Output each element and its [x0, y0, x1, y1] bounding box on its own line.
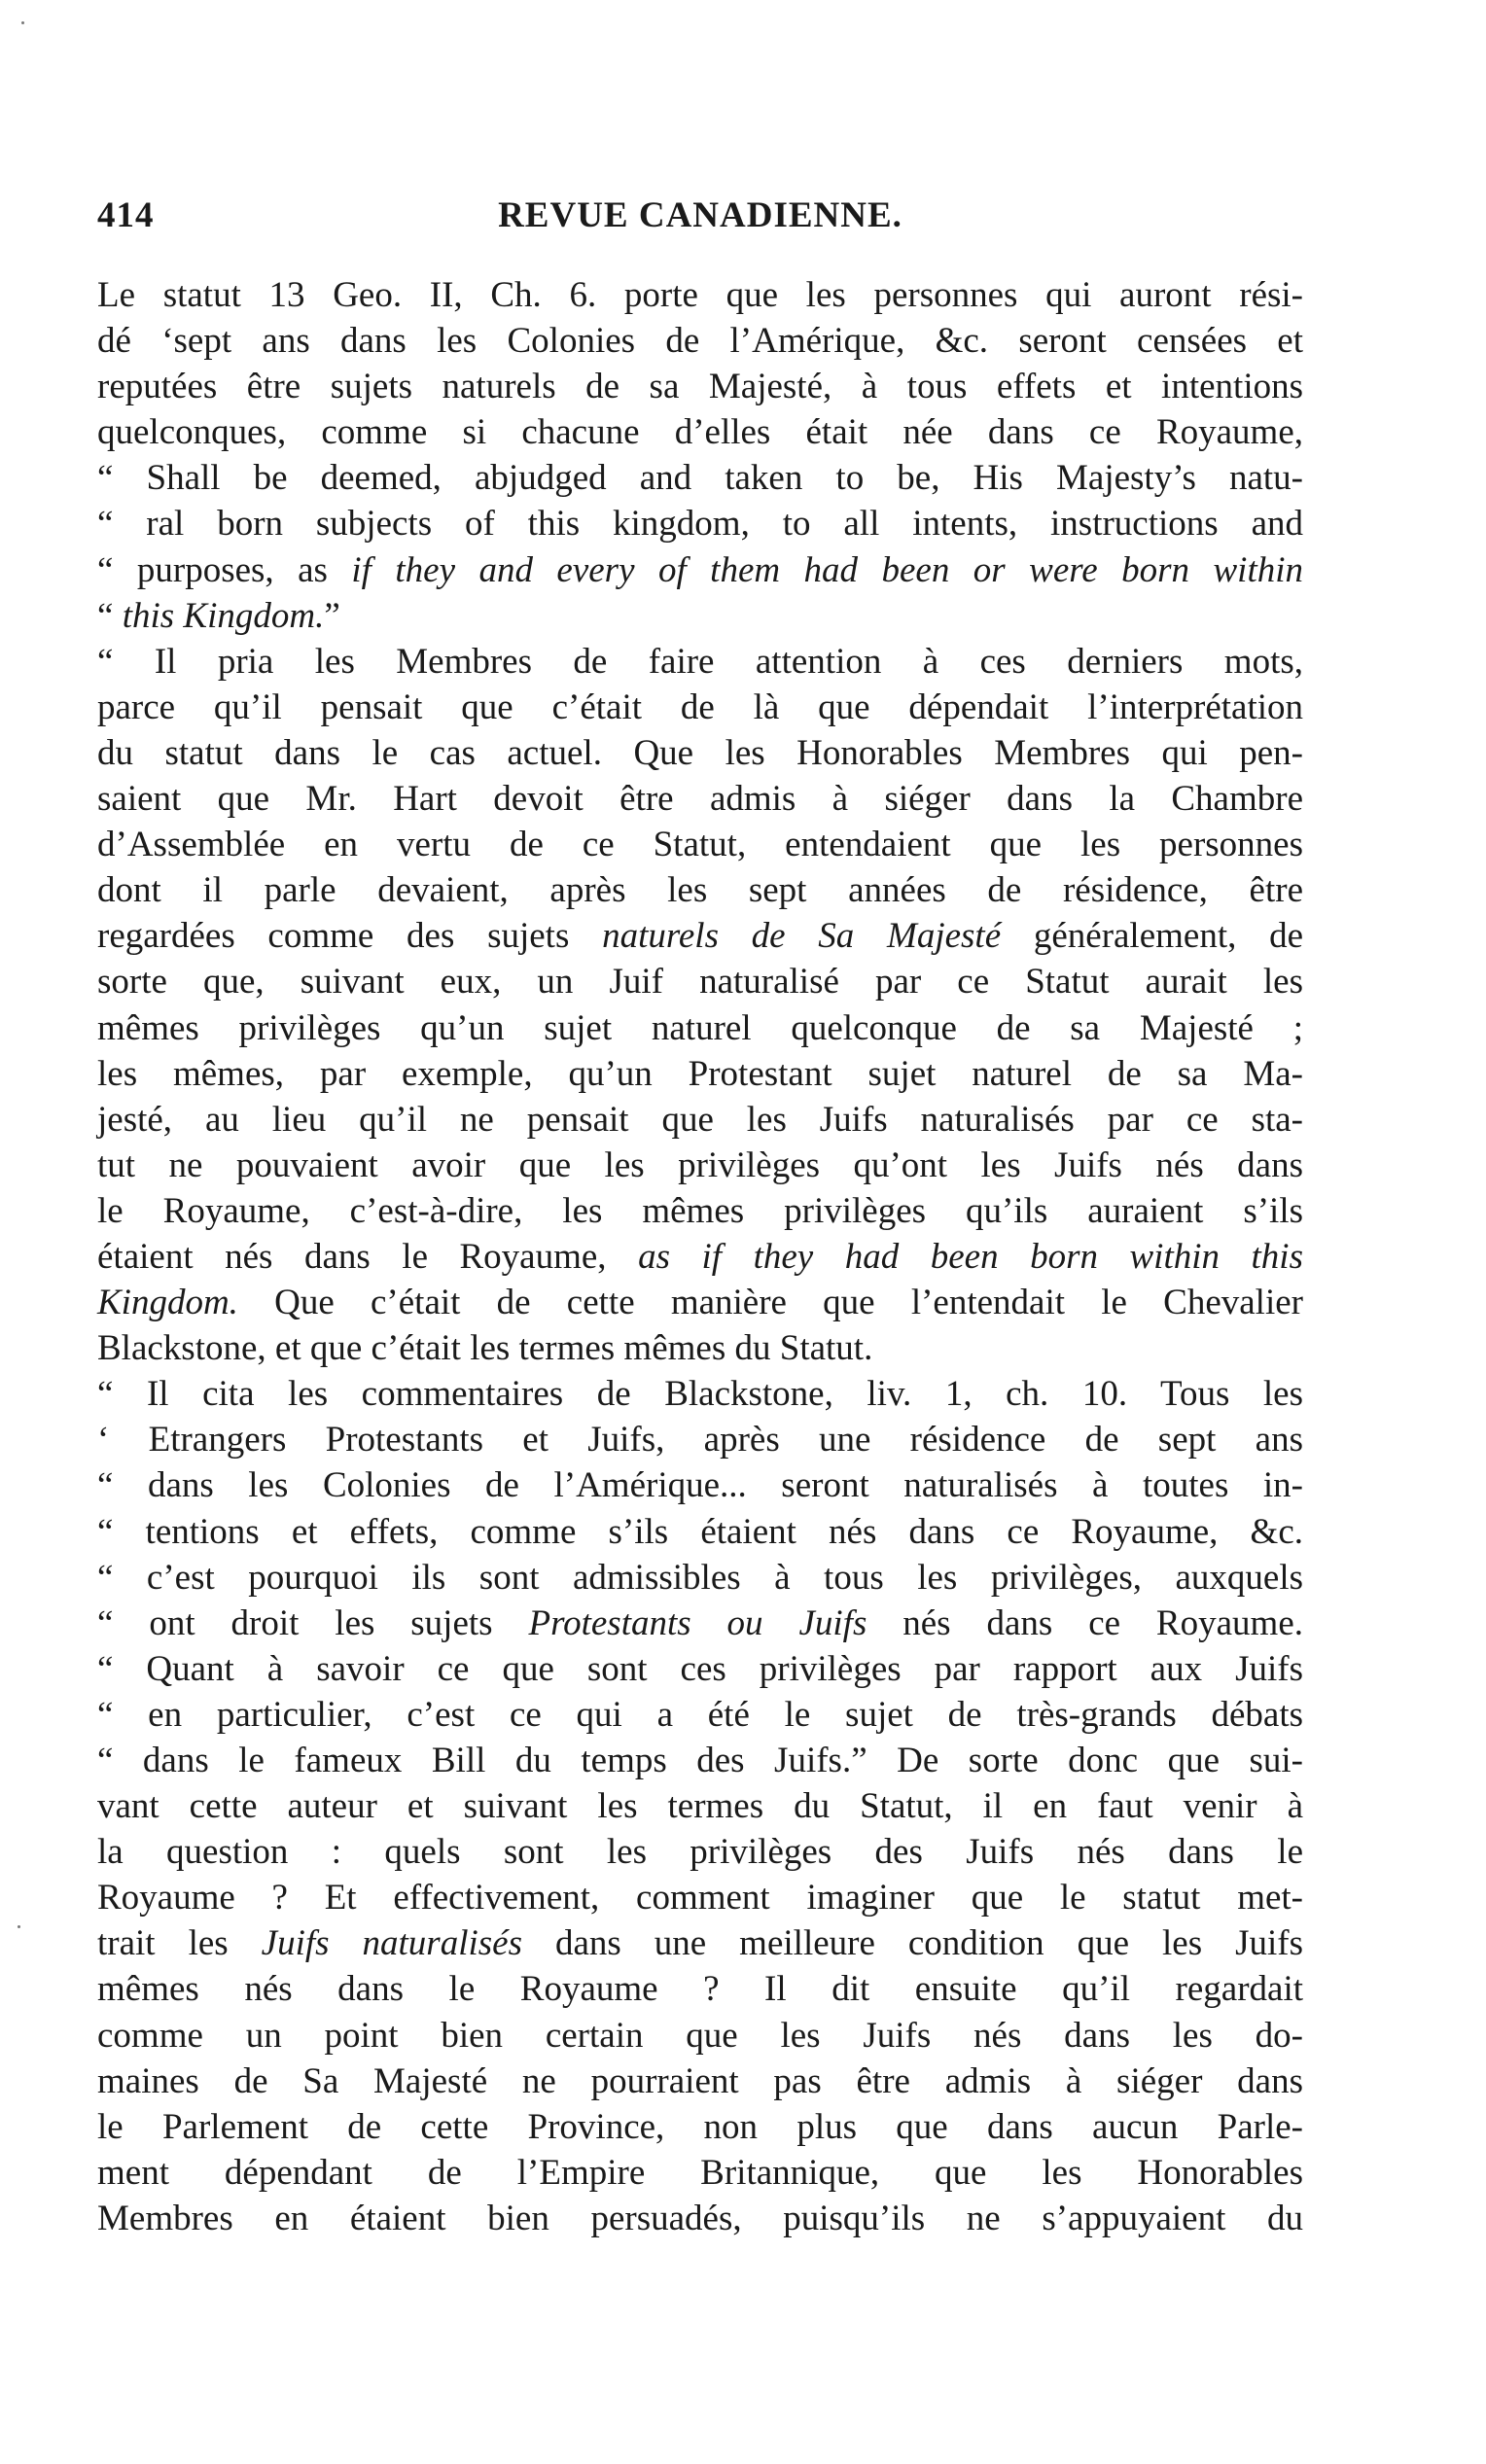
text-line [97, 501, 1303, 546]
text-line [97, 1966, 1303, 2012]
text-run: mêmes privilèges qu’un sujet naturel quelconque de sa Majesté ; [97, 1007, 1303, 1048]
text-line [97, 1920, 1303, 1966]
text-line [97, 1462, 1303, 1508]
text-line [97, 272, 1303, 318]
text-run: reputées être sujets naturels de sa Majesté, à tous effets et intentions [97, 367, 1303, 407]
page-header [97, 194, 1303, 253]
text-line [97, 913, 1303, 959]
text-run: maines de Sa Majesté ne pourraient pas être admis à siéger dans [97, 2060, 1303, 2101]
text-run: le Parlement de cette Province, non plus que dans aucun Parle- [97, 2106, 1303, 2147]
text-run: comme un point bien certain que les Juifs nés dans les do- [97, 2015, 1303, 2056]
italic-text: as if they had been born within this [638, 1236, 1303, 1277]
text-run: Membres en étaient bien persuadés, puisqu’ils ne s’appuyaient du [97, 2198, 1303, 2238]
text-line [97, 1738, 1303, 1783]
text-run: “ tentions et effets, comme s’ils étaient nés dans ce Royaume, &c. [97, 1511, 1303, 1552]
italic-text: if they and every of them had been or were born within [351, 549, 1303, 590]
text-run: “ Shall be deemed, abjudged and taken to be, His Majesty’s natu- [97, 458, 1303, 499]
paper-speck [21, 21, 24, 24]
text-run: d’Assemblée en vertu de ce Statut, entendaient que les personnes [97, 825, 1303, 865]
text-line [97, 959, 1303, 1004]
text-line [97, 593, 1303, 639]
text-run: “ en particulier, c’est ce qui a été le sujet de très-grands débats [97, 1694, 1303, 1735]
italic-text: Juifs naturalisés [261, 1923, 522, 1964]
italic-text: Protestants ou Juifs [528, 1602, 867, 1643]
text-line [97, 2104, 1303, 2150]
text-line [97, 1143, 1303, 1188]
text-line [97, 776, 1303, 822]
text-line [97, 867, 1303, 913]
text-line [97, 1188, 1303, 1234]
text-line [97, 1325, 1303, 1371]
text-run: ment dépendant de l’Empire Britannique, que les Honorables [97, 2152, 1303, 2193]
text-line [97, 639, 1303, 685]
text-run: vant cette auteur et suivant les termes du Statut, il en faut venir à [97, 1786, 1303, 1827]
text-run: saient que Mr. Hart devoit être admis à siéger dans la Chambre [97, 779, 1303, 820]
text-line [97, 1601, 1303, 1646]
text-run: “ Quant à savoir ce que sont ces privilèges par rapport aux Juifs [97, 1648, 1303, 1689]
text-line [97, 364, 1303, 409]
text-line [97, 1005, 1303, 1051]
text-run: généralement, de [1001, 916, 1303, 957]
text-line [97, 1783, 1303, 1829]
text-line [97, 547, 1303, 593]
text-run: “ ont droit les sujets [97, 1602, 529, 1643]
text-run: la question : quels sont les privilèges des Juifs nés dans le [97, 1832, 1303, 1873]
text-run: Le statut 13 Geo. II, Ch. 6. porte que les personnes qui auront rési- [97, 275, 1303, 315]
text-run: “ dans le fameux Bill du temps des Juifs.” De sorte donc que sui- [97, 1741, 1303, 1780]
text-line [97, 2150, 1303, 2196]
text-run: étaient nés dans le Royaume, [97, 1236, 639, 1277]
text-run: le Royaume, c’est-à-dire, les mêmes privilèges qu’ils auraient s’ils [97, 1190, 1303, 1231]
text-line [97, 1509, 1303, 1555]
text-run: nés dans ce Royaume. [867, 1602, 1303, 1643]
text-line [97, 2196, 1303, 2241]
text-run: “ purposes, as [97, 549, 352, 590]
text-run: Que c’était de cette manière que l’entendait le Chevalier [237, 1283, 1303, 1323]
italic-text: this Kingdom. [122, 595, 325, 636]
text-line [97, 455, 1303, 501]
text-line [97, 409, 1303, 455]
text-line [97, 1875, 1303, 1920]
text-run: regardées comme des sujets [97, 916, 603, 957]
text-run: les mêmes, par exemple, qu’un Protestant sujet naturel de sa Ma- [97, 1053, 1303, 1094]
text-run: “ c’est pourquoi ils sont admissibles à tous les privilèges, auxquels [97, 1557, 1303, 1598]
text-run: Blackstone, et que c’était les termes mêmes du Statut. [97, 1328, 873, 1369]
text-run: Royaume ? Et effectivement, comment imaginer que le statut met- [97, 1878, 1303, 1918]
text-run: ” [324, 595, 340, 636]
text-line [97, 1051, 1303, 1097]
text-line [97, 1097, 1303, 1143]
text-line [97, 685, 1303, 730]
text-line [97, 2059, 1303, 2104]
text-run: trait les [97, 1923, 262, 1964]
text-line [97, 1555, 1303, 1601]
text-line [97, 1234, 1303, 1280]
text-run: quelconques, comme si chacune d’elles était née dans ce Royaume, [97, 412, 1303, 453]
text-line [97, 1692, 1303, 1738]
page-number: 414 [97, 195, 155, 235]
text-run: dé ‘sept ans dans les Colonies de l’Amérique, &c. seront censées et [97, 321, 1303, 362]
text-line [97, 730, 1303, 776]
text-line [97, 1371, 1303, 1417]
paper-speck [18, 1925, 20, 1928]
text-line [97, 1646, 1303, 1692]
text-line [97, 1417, 1303, 1462]
text-run: ‘ Etrangers Protestants et Juifs, après une résidence de sept ans [97, 1420, 1303, 1461]
text-run: sorte que, suivant eux, un Juif naturalisé par ce Statut aurait les [97, 962, 1303, 1003]
text-run: “ Il cita les commentaires de Blackstone, liv. 1, ch. 10. Tous les [97, 1374, 1303, 1415]
text-run: “ dans les Colonies de l’Amérique... seront naturalisés à toutes in- [97, 1465, 1303, 1506]
text-line [97, 1280, 1303, 1325]
text-run: dans une meilleure condition que les Juifs [521, 1923, 1303, 1964]
text-run: parce qu’il pensait que c’était de là que dépendait l’interprétation [97, 686, 1303, 727]
text-line [97, 318, 1303, 364]
italic-text: Kingdom. [97, 1283, 238, 1323]
text-run: du statut dans le cas actuel. Que les Honorables Membres qui pen- [97, 732, 1303, 773]
text-run: “ ral born subjects of this kingdom, to all intents, instructions and [97, 504, 1303, 545]
text-run: tut ne pouvaient avoir que les privilèges qu’ont les Juifs nés dans [97, 1144, 1303, 1185]
text-line [97, 2013, 1303, 2059]
text-line [97, 822, 1303, 867]
italic-text: naturels de Sa Majesté [602, 916, 1002, 957]
text-run: “ [97, 595, 123, 636]
text-run: jesté, au lieu qu’il ne pensait que les Juifs naturalisés par ce sta- [97, 1099, 1303, 1140]
running-title: REVUE CANADIENNE. [498, 195, 902, 235]
body-text [97, 272, 1303, 2241]
text-line [97, 1829, 1303, 1875]
text-run: “ Il pria les Membres de faire attention à ces derniers mots, [97, 641, 1303, 682]
text-run: mêmes nés dans le Royaume ? Il dit ensuite qu’il regardait [97, 1969, 1303, 2010]
text-run: dont il parle devaient, après les sept années de résidence, être [97, 870, 1303, 911]
